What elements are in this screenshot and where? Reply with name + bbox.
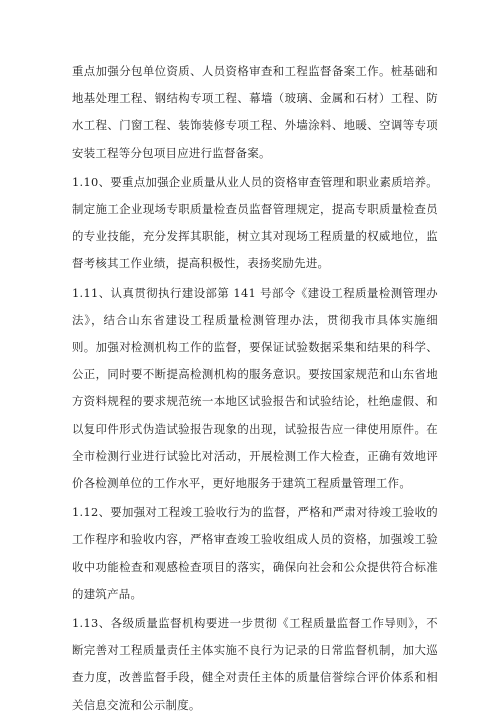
paragraph-1-13: 1.13、各级质量监督机构要进一步贯彻《工程质量监督工作导则》，不断完善对工程质量责任主体实施不良行为记录的日常监督机制，加大巡查力度，改善监督手段，健全对责任主体的质量信誉综合评价体系和相关信息交流和公示制度。: [72, 616, 438, 712]
paragraph-1-11: 1.11、认真贯彻执行建设部第 141 号部令《建设工程质量检测管理办法》，结合山东省建设工程质量检测管理办法，贯彻我市具体实施细则。加强对检测机构工作的监督，要保证试验数据采集和结果的科学、公正，同时要不断提高检测机构的服务意识。要按国家规范和山东省地方资料规程的要求规范统一本地区试验报告和试验结论，杜绝虚假、和以复印件形式伪造试验报告现象的出现，试验报告应一律使用原件。在全市检测行业进行试验比对活动，开展检测工作大检查，正确有效地评价各检测单位的工作水平，更好地服务于建筑工程质量管理工作。: [72, 285, 438, 491]
paragraph-1-10: 1.10、要重点加强企业质量从业人员的资格审查管理和职业素质培养。制定施工企业现场专职质量检查员监督管理规定，提高专职质量检查员的专业技能，充分发挥其职能，树立其对现场工程质量的权威地位，监督考核其工作业绩，提高积极性，表扬奖励先进。: [72, 174, 438, 271]
paragraph-1-12: 1.12、要加强对工程竣工验收行为的监督，严格和严肃对待竣工验收的工作程序和验收内容，严格审查竣工验收组成人员的资格，加强竣工验收中功能检查和观感检查项目的落实，确保向社会和公众提供符合标准的建筑产品。: [72, 505, 438, 601]
document-page: [72, 58, 438, 719]
paragraph-supervision-filing: 重点加强分包单位资质、人员资格审查和工程监督备案工作。桩基础和地基处理工程、钢结构专项工程、幕墙（玻璃、金属和石材）工程、防水工程、门窗工程、装饰装修专项工程、外墙涂料、地暖、空调等专项安装工程等分包项目应进行监督备案。: [72, 64, 438, 160]
